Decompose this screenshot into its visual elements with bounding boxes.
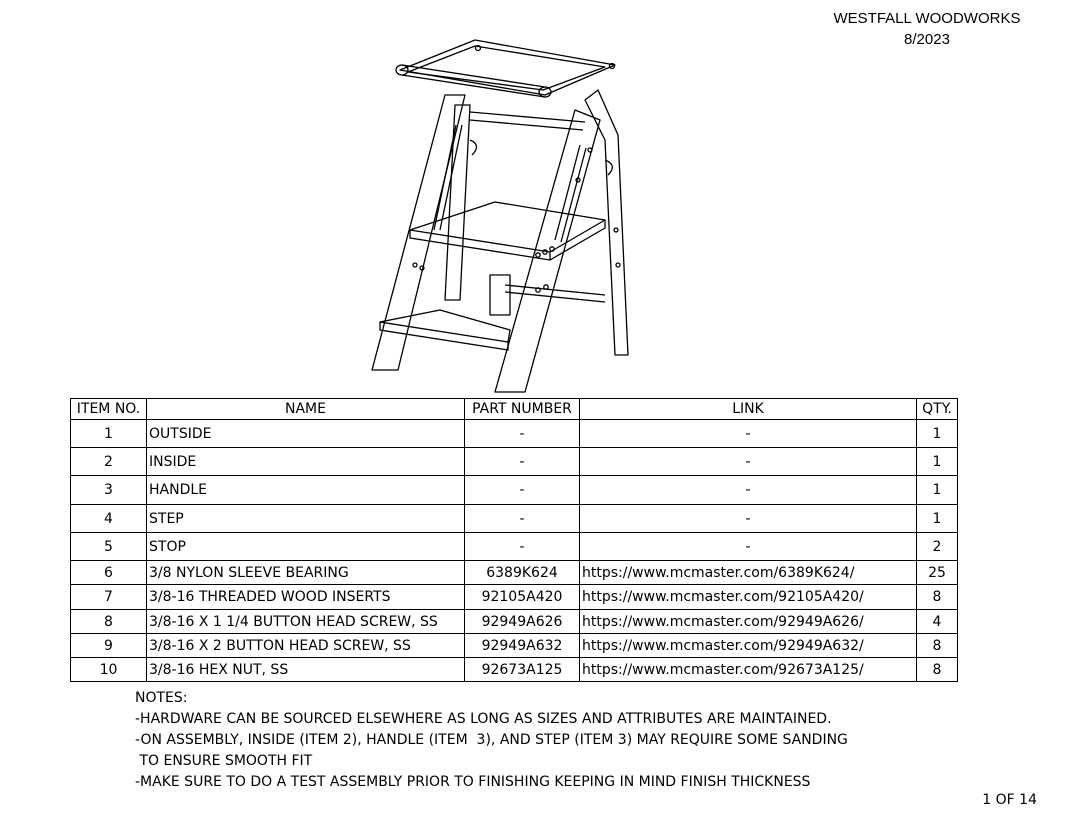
- page-number: 1 OF 14: [982, 792, 1037, 808]
- cell-qty: 8: [917, 585, 958, 610]
- cell-item-no: 9: [71, 634, 147, 658]
- cell-qty: 8: [917, 634, 958, 658]
- table-row: [71, 634, 958, 658]
- header-item-no: ITEM NO.: [71, 399, 147, 420]
- stop-block: [490, 275, 510, 315]
- cross-bar-top: [470, 112, 585, 130]
- cell-name: OUTSIDE: [147, 420, 465, 448]
- cell-link: -: [580, 533, 917, 561]
- cell-qty: 1: [917, 505, 958, 533]
- table-header-row: [71, 399, 958, 420]
- cell-part-number: 92949A626: [465, 610, 580, 634]
- cell-item-no: 6: [71, 561, 147, 585]
- cell-name: 3/8-16 HEX NUT, SS: [147, 658, 465, 682]
- back-left-rail: [445, 105, 470, 300]
- table-row: [71, 448, 958, 476]
- header-qty: QTY.: [917, 399, 958, 420]
- cross-bar-bottom: [505, 285, 605, 302]
- cell-part-number: 92949A632: [465, 634, 580, 658]
- bill-of-materials-table: [70, 398, 958, 682]
- cell-part-number: 92673A125: [465, 658, 580, 682]
- cell-item-no: 7: [71, 585, 147, 610]
- cell-part-number: 92105A420: [465, 585, 580, 610]
- cell-qty: 1: [917, 476, 958, 505]
- cell-qty: 1: [917, 448, 958, 476]
- cell-link: https://www.mcmaster.com/92105A420/: [580, 585, 917, 610]
- table-row: [71, 533, 958, 561]
- cell-part-number: -: [465, 533, 580, 561]
- table-row: [71, 658, 958, 682]
- cell-name: INSIDE: [147, 448, 465, 476]
- cell-name: 3/8-16 X 2 BUTTON HEAD SCREW, SS: [147, 634, 465, 658]
- note-line: -MAKE SURE TO DO A TEST ASSEMBLY PRIOR TO FINISHING KEEPING IN MIND FINISH THICKNESS: [135, 774, 811, 790]
- cell-name: HANDLE: [147, 476, 465, 505]
- header-part-number: PART NUMBER: [465, 399, 580, 420]
- cell-item-no: 8: [71, 610, 147, 634]
- header-link: LINK: [580, 399, 917, 420]
- cell-qty: 2: [917, 533, 958, 561]
- note-line: -HARDWARE CAN BE SOURCED ELSEWHERE AS LONG AS SIZES AND ATTRIBUTES ARE MAINTAINED.: [135, 711, 832, 727]
- cell-link: -: [580, 420, 917, 448]
- cell-part-number: -: [465, 476, 580, 505]
- cell-link: -: [580, 476, 917, 505]
- cell-link: https://www.mcmaster.com/6389K624/: [580, 561, 917, 585]
- cell-item-no: 1: [71, 420, 147, 448]
- cell-link: https://www.mcmaster.com/92949A632/: [580, 634, 917, 658]
- cell-qty: 1: [917, 420, 958, 448]
- cell-qty: 4: [917, 610, 958, 634]
- table-row: [71, 476, 958, 505]
- table-row: [71, 610, 958, 634]
- cell-qty: 8: [917, 658, 958, 682]
- cell-part-number: -: [465, 420, 580, 448]
- back-right-rail: [585, 90, 628, 355]
- cell-name: 3/8 NYLON SLEEVE BEARING: [147, 561, 465, 585]
- title-block: [817, 8, 1037, 50]
- cell-name: 3/8-16 X 1 1/4 BUTTON HEAD SCREW, SS: [147, 610, 465, 634]
- note-line: -ON ASSEMBLY, INSIDE (ITEM 2), HANDLE (ITEM 3), AND STEP (ITEM 3) MAY REQUIRE SOME SANDING: [135, 732, 848, 748]
- cell-item-no: 2: [71, 448, 147, 476]
- cell-link: -: [580, 448, 917, 476]
- cell-item-no: 3: [71, 476, 147, 505]
- handle-frame: [400, 40, 615, 95]
- learning-tower-drawing: [360, 30, 650, 395]
- cell-link: https://www.mcmaster.com/92949A626/: [580, 610, 917, 634]
- notes-section: [135, 688, 848, 793]
- table-row: [71, 420, 958, 448]
- cell-name: STEP: [147, 505, 465, 533]
- cell-name: STOP: [147, 533, 465, 561]
- header-name: NAME: [147, 399, 465, 420]
- cell-part-number: 6389K624: [465, 561, 580, 585]
- cell-part-number: -: [465, 448, 580, 476]
- cell-name: 3/8-16 THREADED WOOD INSERTS: [147, 585, 465, 610]
- cell-qty: 25: [917, 561, 958, 585]
- notes-title: NOTES:: [135, 690, 188, 706]
- table-row: [71, 561, 958, 585]
- table-row: [71, 585, 958, 610]
- cell-link: -: [580, 505, 917, 533]
- front-left-rail: [372, 95, 465, 370]
- cell-item-no: 4: [71, 505, 147, 533]
- drawing-date: 8/2023: [904, 31, 950, 48]
- note-line: TO ENSURE SMOOTH FIT: [135, 753, 313, 769]
- cell-item-no: 10: [71, 658, 147, 682]
- company-name: WESTFALL WOODWORKS: [833, 10, 1021, 27]
- table-row: [71, 505, 958, 533]
- cell-link: https://www.mcmaster.com/92673A125/: [580, 658, 917, 682]
- cell-part-number: -: [465, 505, 580, 533]
- cell-item-no: 5: [71, 533, 147, 561]
